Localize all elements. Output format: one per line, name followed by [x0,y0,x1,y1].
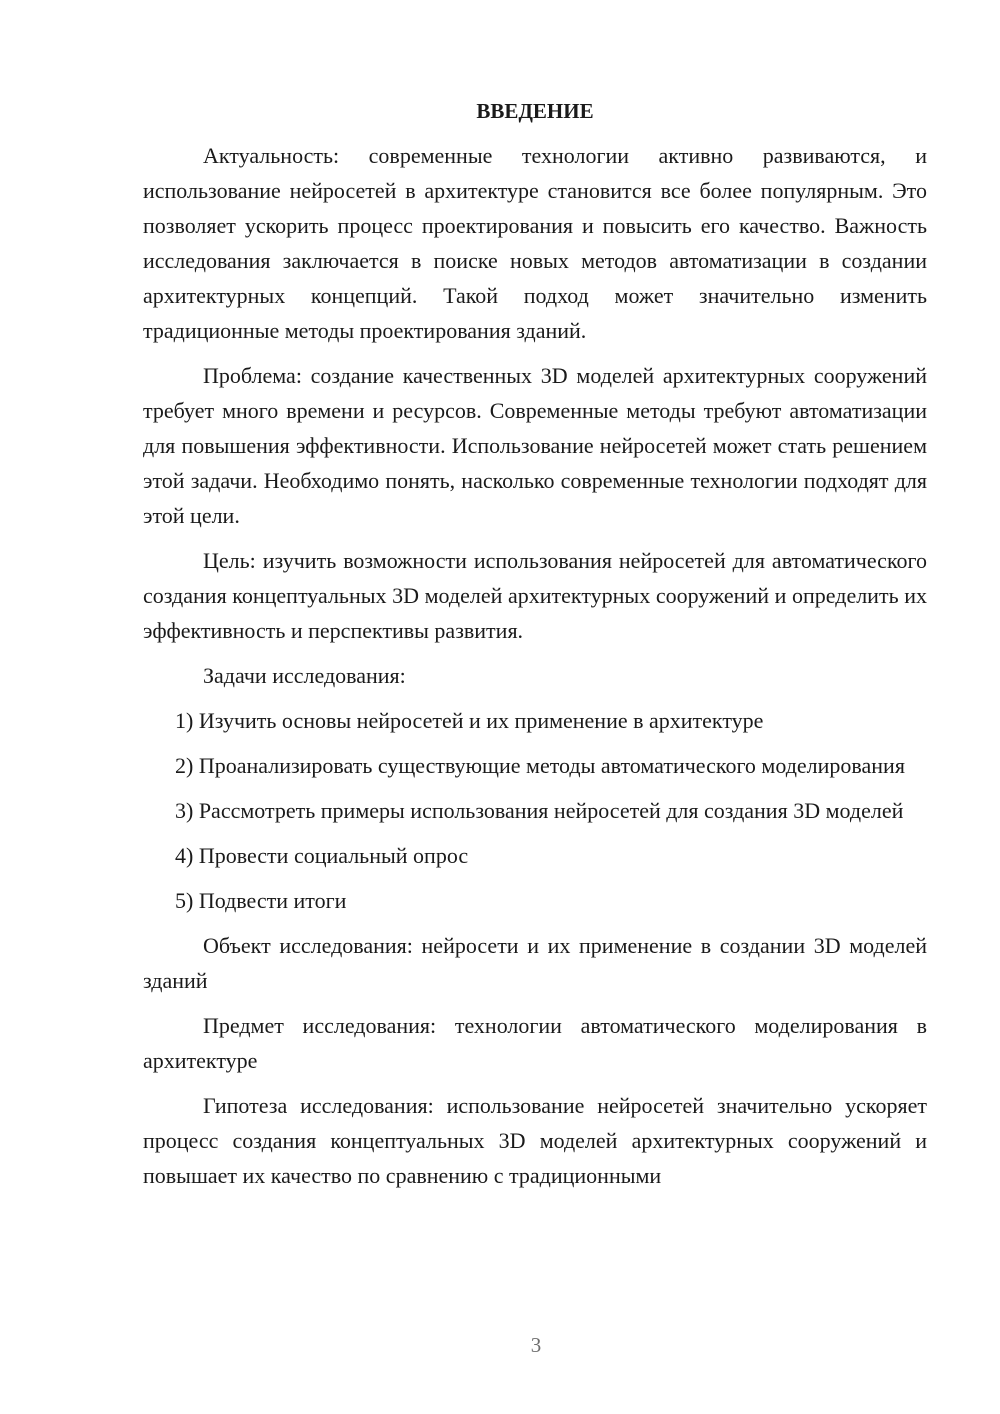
goal-paragraph: Цель: изучить возможности использования нейросетей для автоматического создания концептуальных 3D моделей архитектурных сооружений и определить их эффективность и перспективы развития. [143,548,927,643]
task-item-2: 2) Проанализировать существующие методы автоматического моделирования [175,753,905,778]
subject-paragraph: Предмет исследования: технологии автоматического моделирования в архитектуре [143,1013,927,1073]
task-item-4: 4) Провести социальный опрос [175,843,469,868]
page-content [143,96,927,1203]
page-title: ВВЕДЕНИЕ [476,99,594,123]
problem-paragraph: Проблема: создание качественных 3D моделей архитектурных сооружений требует много времени и ресурсов. Современные методы требуют автоматизации для повышения эффективности. Использование нейросетей может стать решением этой задачи. Необходимо понять, насколько современные технологии подходят для этой цели. [143,363,927,528]
task-item-3: 3) Рассмотреть примеры использования нейросетей для создания 3D моделей [175,798,904,823]
page-number: 3 [530,1333,542,1357]
hypothesis-paragraph: Гипотеза исследования: использование нейросетей значительно ускоряет процесс создания концептуальных 3D моделей архитектурных сооружений и повышает их качество по сравнению с традиционными [143,1093,927,1188]
task-item-5: 5) Подвести итоги [175,888,347,913]
tasks-heading: Задачи исследования: [203,663,406,688]
relevance-paragraph: Актуальность: современные технологии активно развиваются, и использование нейросетей в архитектуре становится все более популярным. Это позволяет ускорить процесс проектирования и повысить его качество. Важность исследования заключается в поиске новых методов автоматизации в создании архитектурных концепций. Такой подход может значительно изменить традиционные методы проектирования зданий. [143,143,927,343]
object-paragraph: Объект исследования: нейросети и их применение в создании 3D моделей зданий [143,933,927,993]
task-item-1: 1) Изучить основы нейросетей и их применение в архитектуре [175,708,764,733]
